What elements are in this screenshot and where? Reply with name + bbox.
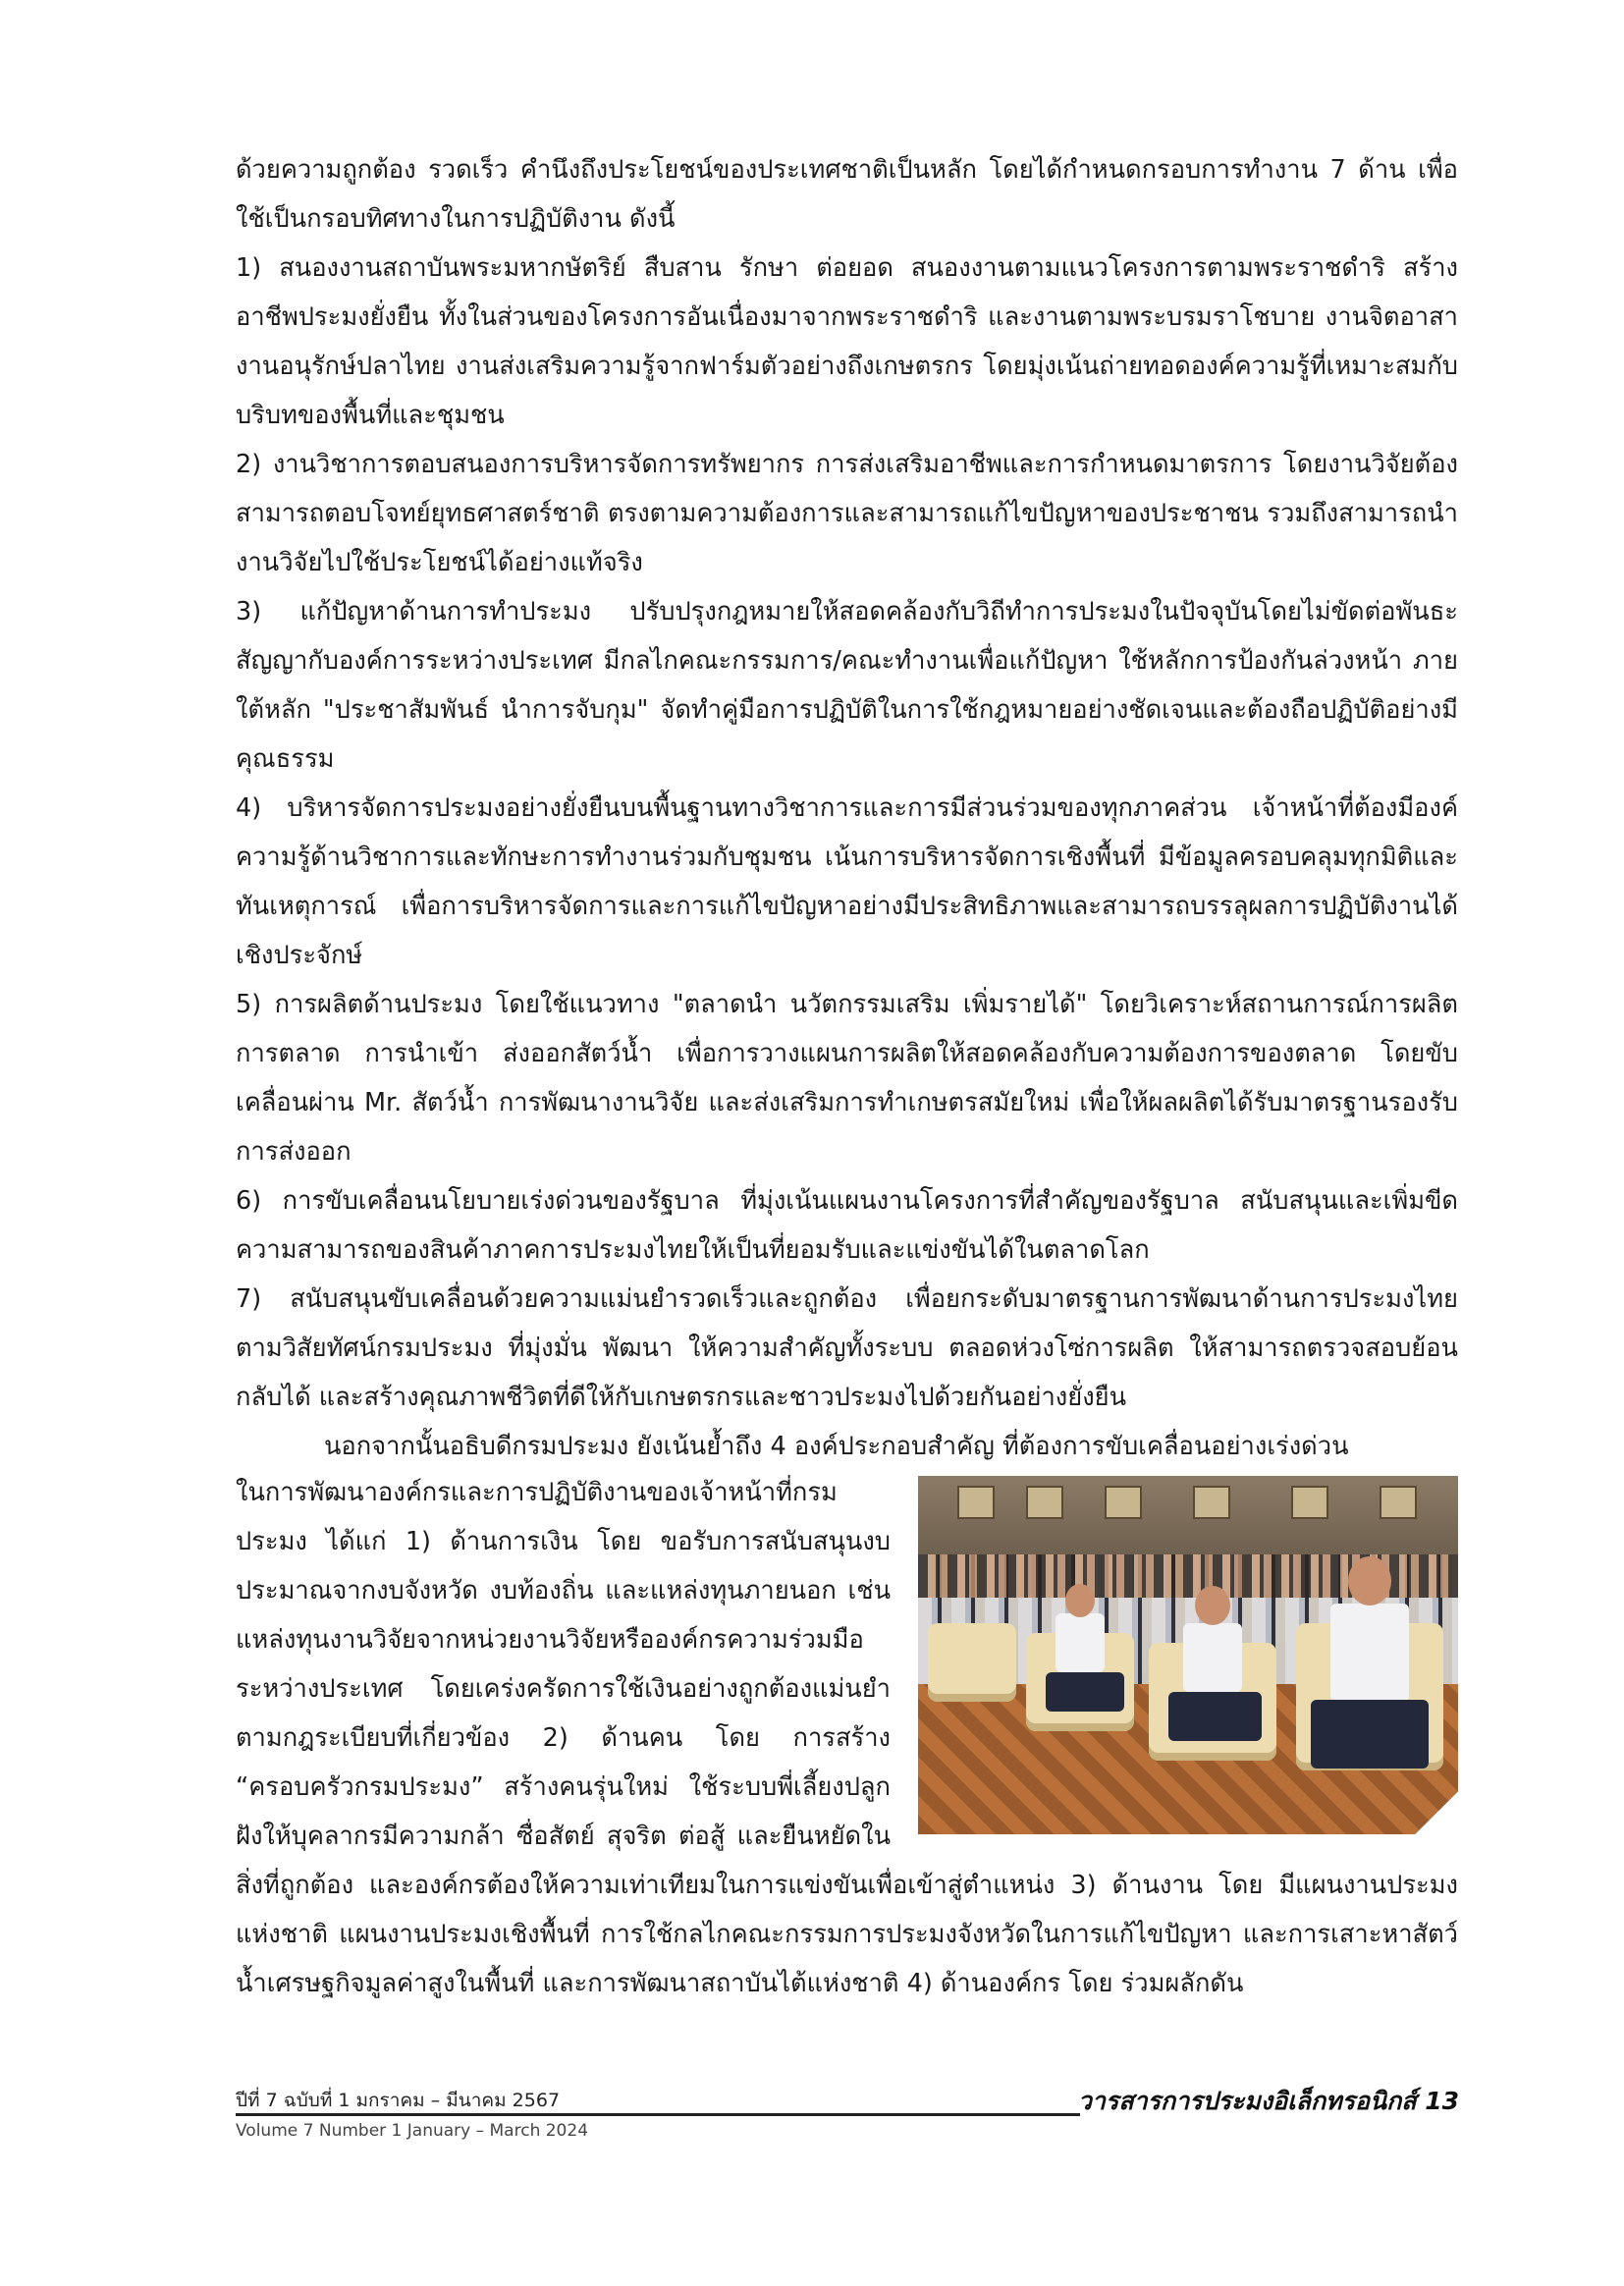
journal-page-label: วารสารการประมงอิเล็กทรอนิกส์ 13 (1077, 2087, 1459, 2115)
audience-photo (918, 1476, 1458, 1834)
photo-frame (957, 1486, 995, 1519)
photo-frame (1380, 1486, 1417, 1519)
photo-person-shirt (1056, 1613, 1105, 1672)
paragraph-item-5: 5) การผลิตด้านประมง โดยใช้แนวทาง "ตลาดนำ นวัตกรรมเสริม เพิ่มรายได้" โดยวิเคราะห์สถานการณ์การผลิต การตลาด การนำเข้า ส่งออกสัตว์น้ำ เพื่อการวางแผนการผลิตให้สอดคล้องกับความต้องการของตลาด โดยขับเคลื่อนผ่าน Mr. สัตว์น้ำ การพัฒนางานวิจัย และส่งเสริมการทำเกษตรสมัยใหม่ เพื่อให้ผลผลิตได้รับมาตรฐานรองรับการส่งออก (236, 990, 1458, 1167)
paragraph-intro: ด้วยความถูกต้อง รวดเร็ว คำนึงถึงประโยชน์ของประเทศชาติเป็นหลัก โดยได้กำหนดกรอบการทำงาน 7 ด้าน เพื่อใช้เป็นกรอบทิศทางในการปฏิบัติงาน ดังนี้ (236, 155, 1458, 234)
photo-person-face (1195, 1586, 1230, 1625)
photo-frame (1291, 1486, 1328, 1519)
article-body (236, 145, 1458, 1471)
issue-thai: ปีที่ 7 ฉบับที่ 1 มกราคม – มีนาคม 2567 (236, 2090, 561, 2111)
photo-frame (1193, 1486, 1230, 1519)
photo-person-shirt (1183, 1623, 1242, 1692)
photo-person-shirt (1330, 1604, 1409, 1702)
paragraph-item-7: 7) สนับสนุนขับเคลื่อนด้วยความแม่นยำรวดเร็วและถูกต้อง เพื่อยกระดับมาตรฐานการพัฒนาด้านการประมงไทย ตามวิสัยทัศน์กรมประมง ที่มุ่งมั่น พัฒนา ให้ความสำคัญทั้งระบบ ตลอดห่วงโซ่การผลิต ให้สามารถตรวจสอบย้อนกลับได้ และสร้างคุณภาพชีวิตที่ดีให้กับเกษตรกรและชาวประมงไปด้วยกันอย่างยั่งยืน (236, 1284, 1458, 1412)
photo-frame (1026, 1486, 1063, 1519)
footer-rule (236, 2113, 1080, 2116)
photo-person-legs (1311, 1700, 1429, 1769)
paragraph-item-1: 1) สนองงานสถาบันพระมหากษัตริย์ สืบสาน รักษา ต่อยอด สนองงานตามแนวโครงการตามพระราชดำริ สร้างอาชีพประมงยั่งยืน ทั้งในส่วนของโครงการอันเนื่องมาจากพระราชดำริ และงานตามพระบรมราโชบาย งานจิตอาสา งานอนุรักษ์ปลาไทย งานส่งเสริมความรู้จากฟาร์มตัวอย่างถึงเกษตรกร โดยมุ่งเน้นถ่ายทอดองค์ความรู้ที่เหมาะสมกับบริบทของพื้นที่และชุมชน (236, 253, 1458, 430)
paragraph-item-4: 4) บริหารจัดการประมงอย่างยั่งยืนบนพื้นฐานทางวิชาการและการมีส่วนร่วมของทุกภาคส่วน เจ้าหน้าที่ต้องมีองค์ความรู้ด้านวิชาการและทักษะการทำงานร่วมกับชุมชน เน้นการบริหารจัดการเชิงพื้นที่ มีข้อมูลครอบคลุมทุกมิติและทันเหตุการณ์ เพื่อการบริหารจัดการและการแก้ไขปัญหาอย่างมีประสิทธิภาพและสามารถบรรลุผลการปฏิบัติงานได้เชิงประจักษ์ (236, 793, 1458, 970)
paragraph-item-2: 2) งานวิชาการตอบสนองการบริหารจัดการทรัพยากร การส่งเสริมอาชีพและการกำหนดมาตรการ โดยงานวิจัยต้องสามารถตอบโจทย์ยุทธศาสตร์ชาติ ตรงตามความต้องการและสามารถแก้ไขปัญหาของประชาชน รวมถึงสามารถนำงานวิจัยไปใช้ประโยชน์ได้อย่างแท้จริง (236, 450, 1458, 577)
photo-chair (928, 1623, 1016, 1702)
paragraph-item-6: 6) การขับเคลื่อนนโยบายเร่งด่วนของรัฐบาล ที่มุ่งเน้นแผนงานโครงการที่สำคัญของรัฐบาล สนับสนุนและเพิ่มขีดความสามารถของสินค้าภาคการประมงไทยให้เป็นที่ยอมรับและแข่งขันได้ในตลาดโลก (236, 1186, 1458, 1265)
photo-person-legs (1046, 1672, 1124, 1712)
paragraph-four-components: นอกจากนั้นอธิบดีกรมประมง ยังเน้นย้ำถึง 4 องค์ประกอบสำคัญ ที่ต้องการขับเคลื่อนอย่างเร่งด่วน (324, 1432, 1349, 1461)
photo-frame (1105, 1486, 1142, 1519)
wrapped-text-block (236, 1468, 1458, 2008)
photo-person-face (1065, 1584, 1095, 1617)
paragraph-wrapped: ในการพัฒนาองค์กรและการปฏิบัติงานของเจ้าหน้าที่กรมประมง ได้แก่ 1) ด้านการเงิน โดย ขอรับการสนับสนุนงบประมาณจากงบจังหวัด งบท้องถิ่น และแหล่งทุนภายนอก เช่น แหล่งทุนงานวิจัยจากหน่วยงานวิจัยหรือองค์กรความร่วมมือระหว่างประเทศ โดยเคร่งครัดการใช้เงินอย่างถูกต้องแม่นยำ ตามกฎระเบียบที่เกี่ยวข้อง 2) ด้านคน โดย การสร้าง “ครอบครัวกรมประมง” สร้างคนรุ่นใหม่ ใช้ระบบพี่เลี้ยงปลูกฝังให้บุคลากรมีความกล้า ซื่อสัตย์ สุจริต ต่อสู้ และยืนหยัดในสิ่งที่ถูกต้อง และองค์กรต้องให้ความเท่าเทียมในการแข่งขันเพื่อเข้าสู่ตำแหน่ง 3) ด้านงาน โดย มีแผนงานประมงแห่งชาติ แผนงานประมงเชิงพื้นที่ การใช้กลไกคณะกรรมการประมงจังหวัดในการแก้ไขปัญหา และการเสาะหาสัตว์น้ำเศรษฐกิจมูลค่าสูงในพื้นที่ และการพัฒนาสถาบันไต้แห่งชาติ 4) ด้านองค์กร โดย ร่วมผลักดัน (236, 1478, 1458, 1998)
paragraph-item-3: 3) แก้ปัญหาด้านการทำประมง ปรับปรุงกฎหมายให้สอดคล้องกับวิถีทำการประมงในปัจจุบันโดยไม่ขัดต่อพันธะสัญญากับองค์การระหว่างประเทศ มีกลไกคณะกรรมการ/คณะทำงานเพื่อแก้ปัญหา ใช้หลักการป้องกันล่วงหน้า ภายใต้หลัก "ประชาสัมพันธ์ นำการจับกุม" จัดทำคู่มือการปฏิบัติในการใช้กฎหมายอย่างชัดเจนและต้องถือปฏิบัติอย่างมีคุณธรรม (236, 597, 1458, 774)
photo-person-legs (1168, 1692, 1262, 1741)
photo-person-face (1348, 1556, 1391, 1606)
issue-english: Volume 7 Number 1 January – March 2024 (236, 2121, 589, 2141)
